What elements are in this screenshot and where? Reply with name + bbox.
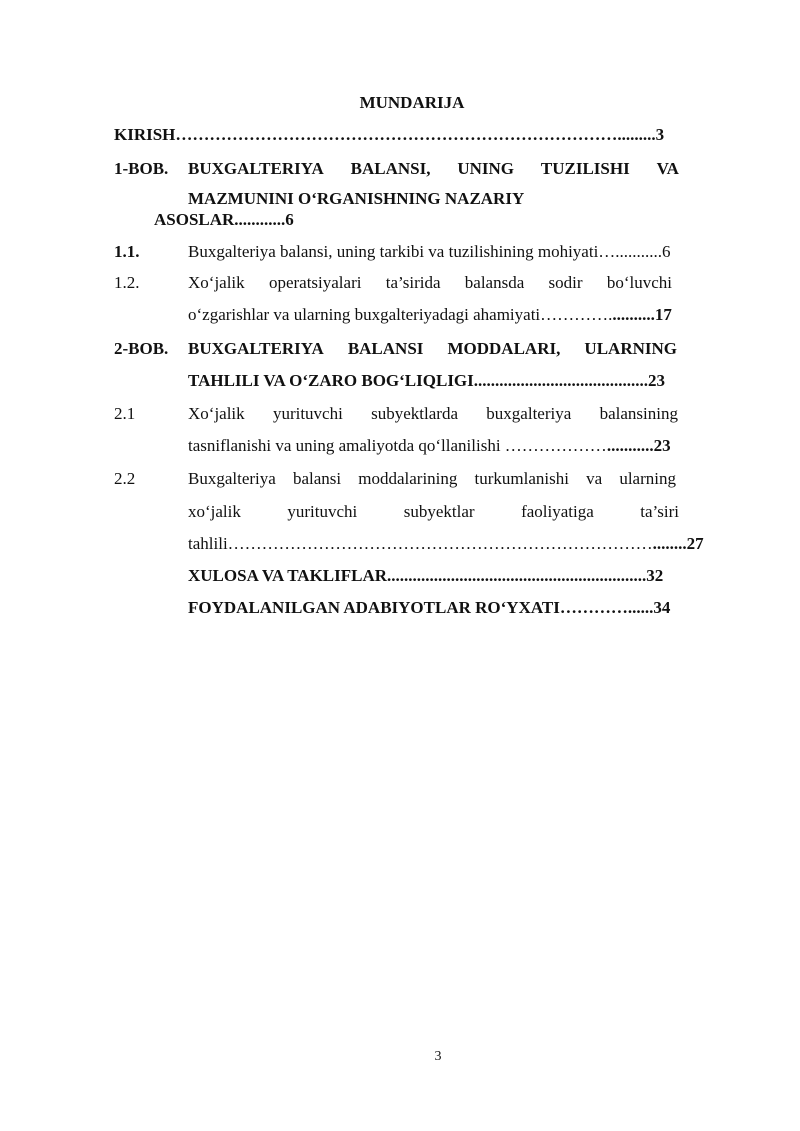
- toc-title: MUNDARIJA: [359, 93, 465, 112]
- section-number: 1.1.: [114, 242, 140, 261]
- word: faoliyatiga: [521, 502, 594, 521]
- bob2-line1: [188, 338, 677, 360]
- bob1-line1: [188, 158, 679, 180]
- leader-dots: ...........: [606, 436, 654, 455]
- word: yurituvchi: [287, 502, 358, 521]
- section-title-line1: [188, 272, 672, 294]
- toc-entry-adabiyotlar[interactable]: FOYDALANILGAN ADABIYOTLAR RO‘YXATI…………......34: [188, 598, 671, 617]
- word: balansda: [464, 273, 525, 292]
- bob1-label: 1-BOB.: [114, 159, 169, 178]
- word: subyektlar: [403, 502, 475, 521]
- word: va: [586, 469, 603, 488]
- word: turkumlanishi: [474, 469, 569, 488]
- word: bo‘luvchi: [606, 273, 672, 292]
- word: subyektlarda: [371, 404, 458, 423]
- page-number: 3: [434, 1049, 442, 1064]
- word: ularning: [619, 469, 676, 488]
- section-title: Buxgalteriya balansi, uning tarkibi va tuzilishining mohiyati…...........6: [188, 242, 671, 261]
- word: yurituvchi: [272, 404, 343, 423]
- word: VA: [656, 159, 679, 178]
- section-number: 2.2: [114, 469, 136, 488]
- word: TUZILISHI: [540, 159, 630, 178]
- section-title-line1: [188, 403, 678, 425]
- word: Xo‘jalik: [188, 404, 245, 423]
- leader-dots: ..........: [612, 305, 655, 324]
- word: balansining: [599, 404, 678, 423]
- line-text: tasniflanishi va uning amaliyotda qo‘llanilishi ………………: [188, 436, 607, 455]
- bob2-label: 2-BOB.: [114, 339, 169, 358]
- word: BALANSI,: [350, 159, 431, 178]
- page-ref: 23: [653, 436, 671, 455]
- word: moddalarining: [358, 469, 458, 488]
- section-title-line3: [188, 533, 704, 555]
- word: BUXGALTERIYA: [188, 339, 324, 358]
- word: Xo‘jalik: [188, 273, 245, 292]
- toc-entry-kirish[interactable]: KIRISH…………………………………………………………………….........3: [114, 125, 665, 144]
- word: BUXGALTERIYA: [188, 159, 324, 178]
- word: balansi: [292, 469, 342, 488]
- bob1-line2: MAZMUNINI O‘RGANISHNING NAZARIY: [188, 189, 525, 208]
- page-ref: 17: [654, 305, 672, 324]
- word: sodir: [548, 273, 583, 292]
- bob1-line3: ASOSLAR............6: [154, 210, 294, 229]
- line-text: o‘zgarishlar va ularning buxgalteriyadagi ahamiyati………….: [188, 305, 613, 324]
- word: MODDALARI,: [447, 339, 561, 358]
- section-title-line2: [188, 501, 679, 523]
- section-title-line2: [188, 304, 672, 326]
- word: UNING: [457, 159, 514, 178]
- word: buxgalteriya: [486, 404, 572, 423]
- word: ta’sirida: [385, 273, 441, 292]
- word: Buxgalteriya: [188, 469, 276, 488]
- word: ta’siri: [640, 502, 679, 521]
- page-ref: 27: [686, 534, 704, 553]
- toc-entry-xulosa[interactable]: XULOSA VA TAKLIFLAR.............................................................32: [188, 566, 664, 585]
- section-title-line2: [188, 435, 671, 457]
- section-number: 2.1: [114, 404, 136, 423]
- word: xo‘jalik: [188, 502, 241, 521]
- bob2-line2: TAHLILI VA O‘ZARO BOG‘LIQLIGI.........................................23: [188, 371, 666, 390]
- word: operatsiyalari: [268, 273, 362, 292]
- leader-dots: ........: [652, 534, 687, 553]
- word: ULARNING: [584, 339, 677, 358]
- section-number: 1.2.: [114, 273, 140, 292]
- section-title-line1: [188, 468, 676, 490]
- word: BALANSI: [347, 339, 424, 358]
- line-text: tahlili…………………………………………………………………: [188, 534, 653, 553]
